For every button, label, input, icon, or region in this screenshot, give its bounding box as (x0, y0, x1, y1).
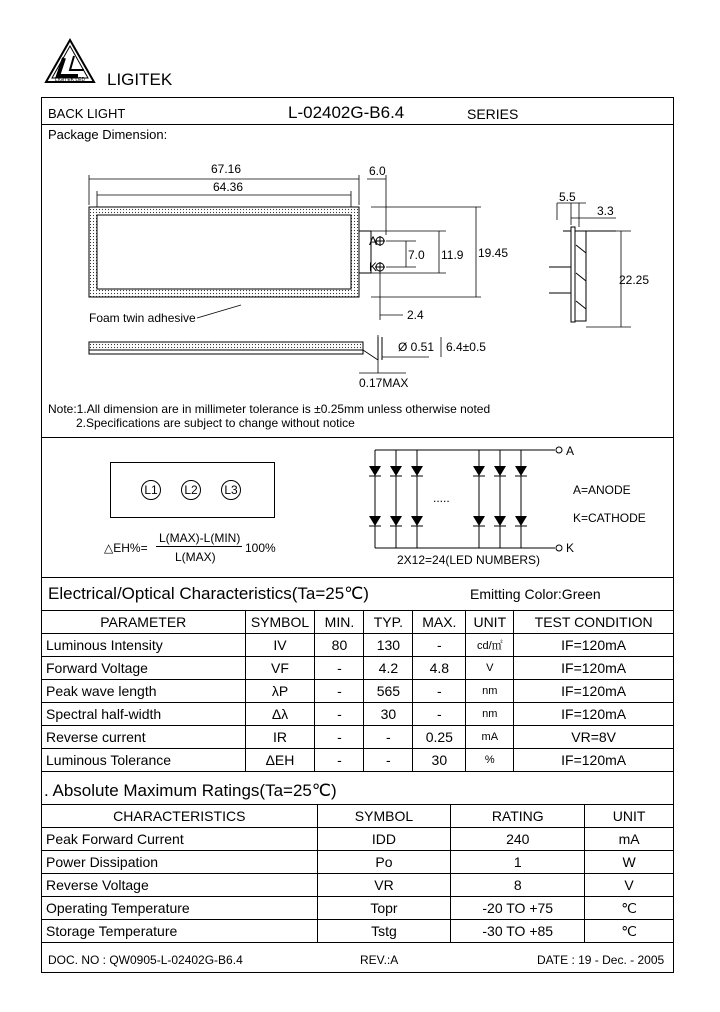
formula-lhs: △EH%= (104, 541, 148, 555)
cell: 8 (451, 874, 585, 897)
table-header-row (42, 611, 674, 634)
cell: Operating Temperature (42, 897, 318, 920)
doc-date: DATE : 19 - Dec. - 2005 (537, 953, 665, 967)
absolute-title: . Absolute Maximum Ratings(Ta=25℃) (44, 781, 337, 800)
cell: IR (245, 726, 315, 749)
cell: Reverse Voltage (42, 874, 318, 897)
cell: nm (466, 703, 514, 726)
circuit-ellipsis: ..... (433, 491, 450, 505)
cell: mA (585, 828, 674, 851)
cell: -20 TO +75 (451, 897, 585, 920)
formula-rhs: 100% (245, 541, 276, 555)
cell: Spectral half-width (42, 703, 246, 726)
note-1: Note:1.All dimension are in millimeter tolerance is ±0.25mm unless otherwise noted (48, 402, 491, 416)
emitting-color: Emitting Color:Green (470, 586, 601, 602)
side-view (549, 203, 631, 327)
bottom-view (89, 335, 441, 373)
col-header: UNIT (585, 805, 674, 828)
anode-pin-label: A (369, 234, 378, 248)
cell: IV (245, 634, 315, 657)
dim-5-5: 5.5 (559, 190, 576, 204)
dim-64-36: 64.36 (213, 180, 244, 194)
dim-22-25: 22.25 (619, 273, 650, 287)
circuit-cathode-node: K (566, 541, 575, 555)
cell: 4.8 (413, 657, 466, 680)
col-header: UNIT (466, 611, 514, 634)
col-header: RATING (451, 805, 585, 828)
cell: Forward Voltage (42, 657, 246, 680)
cell: W (585, 851, 674, 874)
cell: 240 (451, 828, 585, 851)
table-row (42, 851, 674, 874)
cell: Peak wave length (42, 680, 246, 703)
anode-legend: A=ANODE (573, 483, 631, 497)
point-label: L2 (184, 483, 198, 497)
cell: V (585, 874, 674, 897)
cell: IF=120mA (514, 657, 674, 680)
table-row (42, 897, 674, 920)
cell: Tstg (317, 920, 451, 943)
cell: Luminous Tolerance (42, 749, 246, 772)
cell: 130 (364, 634, 413, 657)
cell: - (413, 634, 466, 657)
package-drawing (41, 145, 674, 395)
col-header: MAX. (413, 611, 466, 634)
cell: Power Dissipation (42, 851, 318, 874)
measurement-point-3 (221, 480, 241, 500)
dim-gap: 0.17MAX (359, 376, 409, 390)
col-header: PARAMETER (42, 611, 246, 634)
led-circuit-diagram (355, 440, 670, 575)
brand-name: LIGITEK (107, 70, 173, 89)
cell: 565 (364, 680, 413, 703)
dim-thickness: 6.4±0.5 (446, 340, 486, 354)
cell: - (315, 703, 364, 726)
col-header: CHARACTERISTICS (42, 805, 318, 828)
cell: V (466, 657, 514, 680)
cell: 30 (364, 703, 413, 726)
table-row (42, 828, 674, 851)
dim-pin-dia: Ø 0.51 (398, 340, 435, 354)
table-header-row (42, 805, 674, 828)
series-label: SERIES (467, 106, 519, 122)
col-header: TYP. (364, 611, 413, 634)
table-row (42, 874, 674, 897)
cell: VF (245, 657, 315, 680)
cell: 80 (315, 634, 364, 657)
cell: Reverse current (42, 726, 246, 749)
measurement-point-1 (141, 480, 161, 500)
circuit-anode-node: A (566, 444, 575, 458)
dim-67-16: 67.16 (211, 162, 242, 176)
table-row (42, 726, 674, 749)
cell: - (413, 680, 466, 703)
measurement-point-2 (181, 480, 201, 500)
cell: Peak Forward Current (42, 828, 318, 851)
header-divider (41, 124, 674, 125)
cell: Topr (317, 897, 451, 920)
revision: REV.:A (360, 953, 399, 967)
cell: IDD (317, 828, 451, 851)
table-row (42, 920, 674, 943)
table-row (42, 657, 674, 680)
col-header: SYMBOL (317, 805, 451, 828)
cell: - (315, 726, 364, 749)
cell: ΔEH (245, 749, 315, 772)
dim-11-9: 11.9 (441, 248, 464, 262)
electrical-table (41, 610, 674, 772)
cell: VR (317, 874, 451, 897)
cell: λP (245, 680, 315, 703)
cell: - (315, 680, 364, 703)
table-row (42, 749, 674, 772)
package-title: Package Dimension: (48, 127, 168, 142)
formula-denominator: L(MAX) (175, 550, 216, 564)
category-label: BACK LIGHT (48, 106, 126, 121)
cell: - (413, 703, 466, 726)
cell: 4.2 (364, 657, 413, 680)
table-row (42, 703, 674, 726)
doc-number: DOC. NO : QW0905-L-02402G-B6.4 (48, 953, 243, 967)
point-label: L1 (144, 483, 158, 497)
cell: ℃ (585, 920, 674, 943)
col-header: MIN. (315, 611, 364, 634)
formula-numerator: L(MAX)-L(MIN) (159, 531, 241, 545)
absolute-table (41, 804, 674, 943)
cell: - (364, 726, 413, 749)
brand-logo (44, 36, 100, 88)
col-header: SYMBOL (245, 611, 315, 634)
cell: Δλ (245, 703, 315, 726)
cell: IF=120mA (514, 703, 674, 726)
cell: - (315, 749, 364, 772)
cathode-legend: K=CATHODE (573, 511, 646, 525)
dim-2-4: 2.4 (407, 308, 424, 322)
cell: cd/㎡ (466, 634, 514, 657)
logo-icon (44, 36, 100, 88)
table-row (42, 634, 674, 657)
adhesive-label: Foam twin adhesive (89, 311, 196, 325)
cathode-pin-label: K (369, 260, 378, 274)
cell: mA (466, 726, 514, 749)
cell: IF=120mA (514, 680, 674, 703)
cell: - (364, 749, 413, 772)
dim-19-45: 19.45 (478, 246, 509, 260)
part-number: L-02402G-B6.4 (288, 103, 405, 122)
notes-divider (41, 437, 674, 438)
cell: -30 TO +85 (451, 920, 585, 943)
table-row (42, 680, 674, 703)
circuit-divider (41, 577, 674, 578)
note-2: 2.Specifications are subject to change without notice (76, 416, 355, 430)
dim-3-3: 3.3 (597, 204, 614, 218)
dim-7-0: 7.0 (408, 248, 425, 262)
cell: 0.25 (413, 726, 466, 749)
cell: IF=120mA (514, 634, 674, 657)
cell: Luminous Intensity (42, 634, 246, 657)
electrical-title: Electrical/Optical Characteristics(Ta=25℃) (48, 584, 369, 603)
logo-small-text: LIGITEK LED (54, 77, 86, 83)
formula-bar (156, 546, 242, 547)
cell: nm (466, 680, 514, 703)
led-count: 2X12=24(LED NUMBERS) (397, 553, 541, 567)
point-label: L3 (224, 483, 238, 497)
cell: 1 (451, 851, 585, 874)
cell: Po (317, 851, 451, 874)
cell: Storage Temperature (42, 920, 318, 943)
cell: - (315, 657, 364, 680)
cell: ℃ (585, 897, 674, 920)
cell: IF=120mA (514, 749, 674, 772)
cell: VR=8V (514, 726, 674, 749)
cell: 30 (413, 749, 466, 772)
col-header: TEST CONDITION (514, 611, 674, 634)
cell: % (466, 749, 514, 772)
dim-6-0: 6.0 (369, 164, 386, 178)
